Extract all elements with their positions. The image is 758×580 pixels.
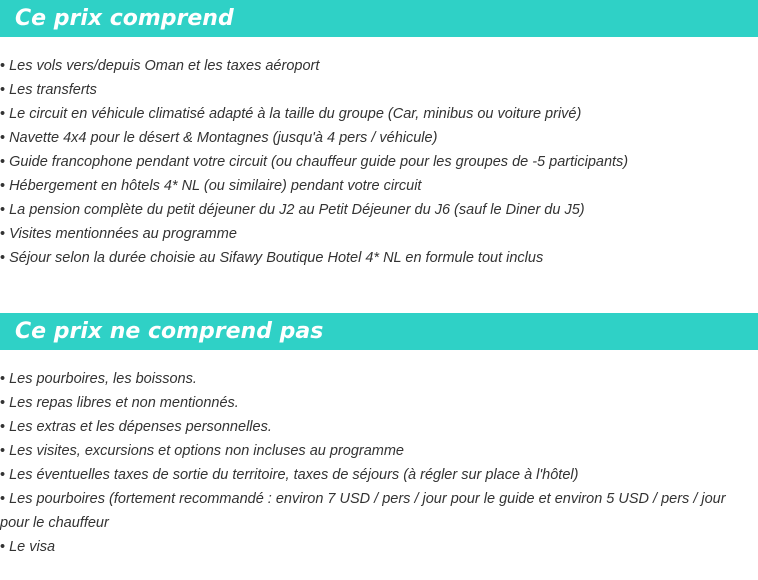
bullet-icon: • <box>0 491 6 507</box>
bullet-icon: • <box>0 106 6 122</box>
list-item-text: Les pourboires, les boissons. <box>9 371 197 387</box>
list-item <box>0 246 758 270</box>
list-item <box>0 198 758 222</box>
list-item-text: Les vols vers/depuis Oman et les taxes aéroport <box>9 58 320 74</box>
list-item-text: Les transferts <box>9 82 97 98</box>
list-item-text: Les visites, excursions et options non incluses au programme <box>9 443 404 459</box>
list-item <box>0 78 758 102</box>
list-item-text: Visites mentionnées au programme <box>9 226 237 242</box>
bullet-icon: • <box>0 226 6 242</box>
list-item-text: Le circuit en véhicule climatisé adapté à la taille du groupe (Car, minibus ou voiture privé) <box>9 106 582 122</box>
list-item-text: La pension complète du petit déjeuner du J2 au Petit Déjeuner du J6 (sauf le Diner du J5) <box>9 202 585 218</box>
bullet-icon: • <box>0 443 6 459</box>
list-item-text: Les pourboires (fortement recommandé : environ 7 USD / pers / jour pour le guide et environ 5 USD / pers / jour pour le chauffeur <box>0 491 726 531</box>
list-item <box>0 463 758 487</box>
excluded-list <box>0 367 758 559</box>
included-section <box>0 0 758 270</box>
list-item-text: Les éventuelles taxes de sortie du territoire, taxes de séjours (à régler sur place à l'hôtel) <box>9 467 579 483</box>
bullet-icon: • <box>0 130 6 146</box>
bullet-icon: • <box>0 419 6 435</box>
list-item <box>0 174 758 198</box>
list-item <box>0 102 758 126</box>
list-item-text: Les extras et les dépenses personnelles. <box>9 419 272 435</box>
list-item-text: Les repas libres et non mentionnés. <box>9 395 239 411</box>
list-item <box>0 126 758 150</box>
included-list <box>0 54 758 270</box>
list-item <box>0 367 758 391</box>
list-item-text: Hébergement en hôtels 4* NL (ou similaire) pendant votre circuit <box>9 178 422 194</box>
bullet-icon: • <box>0 395 6 411</box>
list-item-text: Le visa <box>9 539 56 555</box>
bullet-icon: • <box>0 154 6 170</box>
list-item-text: Séjour selon la durée choisie au Sifawy Boutique Hotel 4* NL en formule tout inclus <box>9 250 544 266</box>
excluded-section-title: Ce prix ne comprend pas <box>0 313 758 350</box>
bullet-icon: • <box>0 250 6 266</box>
list-item <box>0 150 758 174</box>
list-item <box>0 535 758 559</box>
list-item <box>0 487 758 535</box>
bullet-icon: • <box>0 178 6 194</box>
bullet-icon: • <box>0 371 6 387</box>
bullet-icon: • <box>0 58 6 74</box>
bullet-icon: • <box>0 467 6 483</box>
list-item <box>0 391 758 415</box>
list-item-text: Guide francophone pendant votre circuit (ou chauffeur guide pour les groupes de -5 participants) <box>9 154 629 170</box>
bullet-icon: • <box>0 82 6 98</box>
list-item-text: Navette 4x4 pour le désert & Montagnes (jusqu'à 4 pers / véhicule) <box>9 130 438 146</box>
list-item <box>0 415 758 439</box>
list-item <box>0 222 758 246</box>
bullet-icon: • <box>0 539 6 555</box>
list-item <box>0 439 758 463</box>
included-section-title: Ce prix comprend <box>0 0 758 37</box>
list-item <box>0 54 758 78</box>
bullet-icon: • <box>0 202 6 218</box>
excluded-section <box>0 313 758 559</box>
